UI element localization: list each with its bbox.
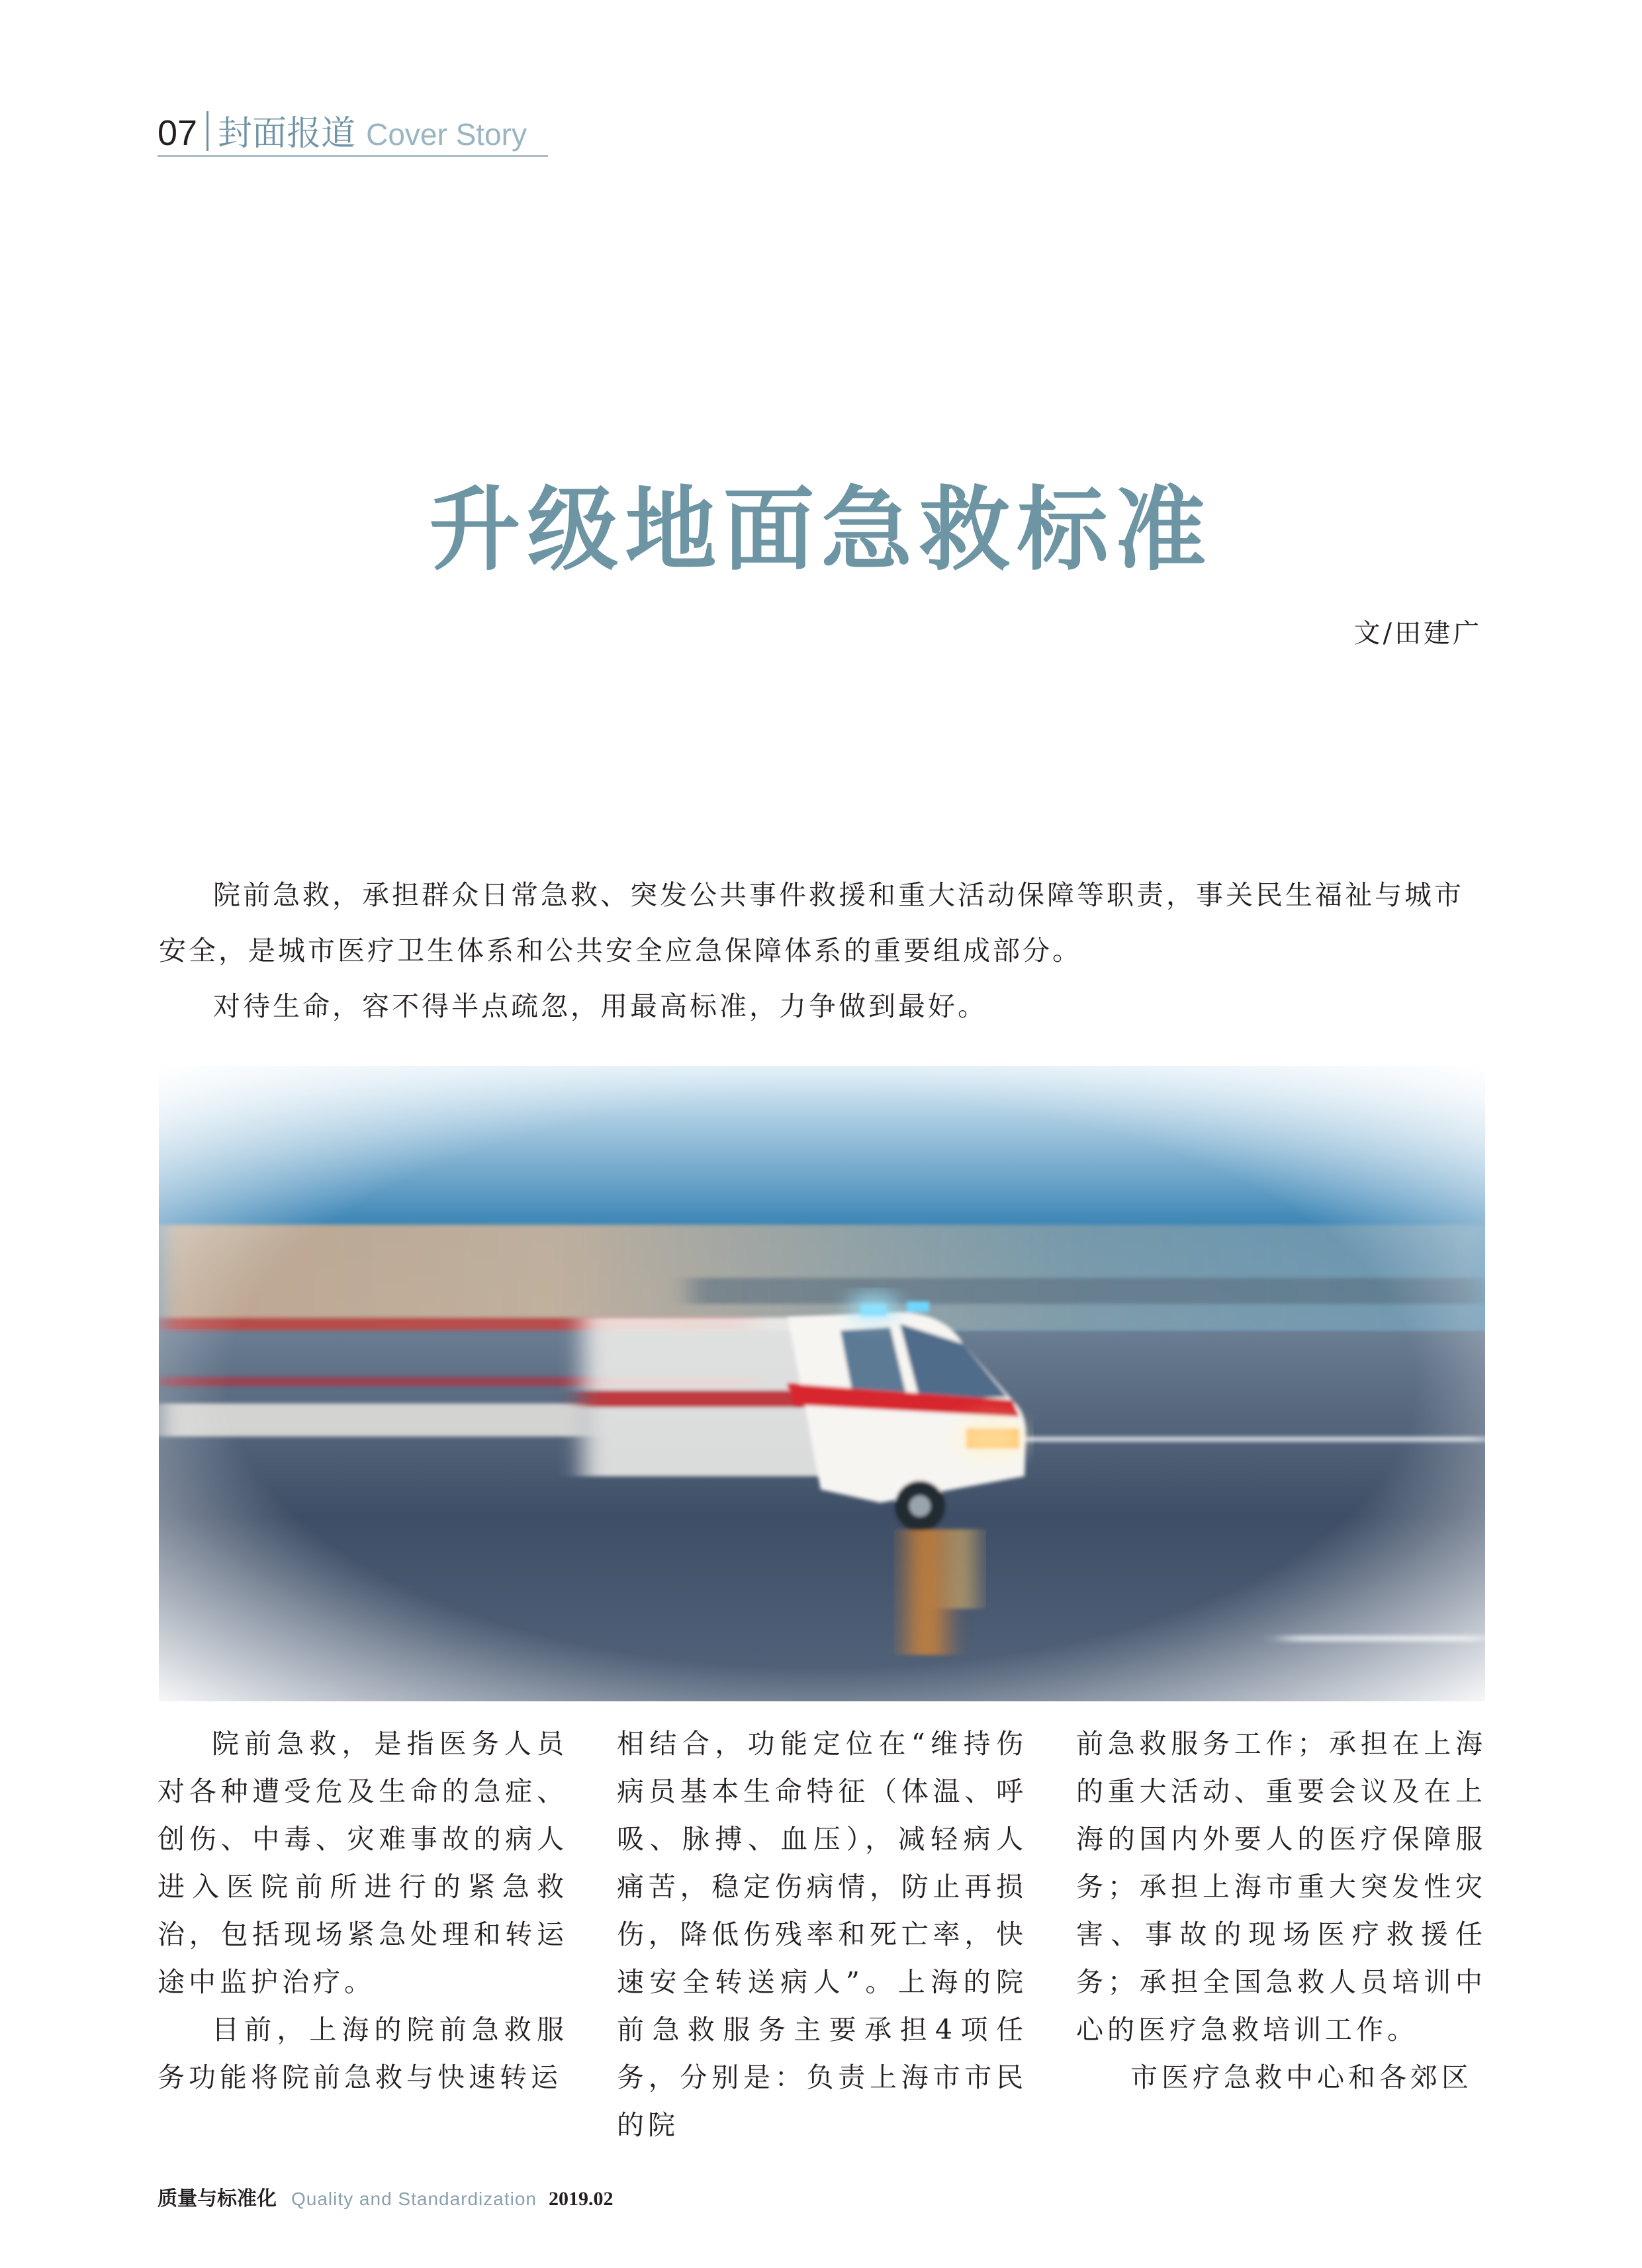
intro-paragraph: 院前急救，承担群众日常急救、突发公共事件救援和重大活动保障等职责，事关民生福祉与城市安全，是城市医疗卫生体系和公共安全应急保障体系的重要组成部分。 <box>159 879 1464 967</box>
article-intro <box>159 867 1485 1034</box>
article-body <box>158 1720 1486 2141</box>
body-paragraph: 市医疗急救中心和各郊区 <box>1130 2061 1473 2093</box>
body-paragraph: 院前急救，是指医务人员对各种遭受危及生命的急症、创伤、中毒、灾难事故的病人进入医院前所进行的紧急救治，包括现场紧急处理和转运途中监护治疗。 <box>158 1728 568 1998</box>
running-header <box>158 98 527 154</box>
header-rule <box>158 155 548 157</box>
body-column-3 <box>1076 1720 1486 2101</box>
body-paragraph: 目前，上海的院前急救服务功能将院前急救与快速转运 <box>158 2014 568 2093</box>
ambulance-photo <box>159 1066 1485 1701</box>
page-footer <box>158 2182 614 2211</box>
page-number: 07 <box>158 113 198 153</box>
header-divider <box>206 111 208 151</box>
body-paragraph: 相结合，功能定位在“维持伤病员基本生命特征（体温、呼吸、脉搏、血压），减轻病人痛苦，稳定伤病情，防止再损伤，降低伤残率和死亡率，快速安全转送病人”。上海的院前急救服务主要承担4项任务，分别是：负责上海市市民的院 <box>617 1728 1027 2141</box>
body-paragraph: 前急救服务工作；承担在上海的重大活动、重要会议及在上海的国内外要人的医疗保障服务；承担上海市重大突发性灾害、事故的现场医疗救援任务；承担全国急救人员培训中心的医疗急救培训工作。 <box>1076 1728 1486 2046</box>
section-name-cn: 封面报道 <box>218 114 356 154</box>
section-name-en: Cover Story <box>366 117 527 152</box>
article-author: 文/田建广 <box>1353 618 1482 649</box>
magazine-name-en: Quality and Standardization <box>291 2189 537 2209</box>
body-column-2 <box>617 1720 1027 2149</box>
article-title: 升级地面急救标准 <box>429 477 1213 584</box>
issue-date: 2019.02 <box>549 2188 614 2210</box>
intro-paragraph: 对待生命，容不得半点疏忽，用最高标准，力争做到最好。 <box>213 990 987 1022</box>
magazine-name-cn: 质量与标准化 <box>158 2187 277 2210</box>
body-column-1 <box>158 1720 568 2101</box>
